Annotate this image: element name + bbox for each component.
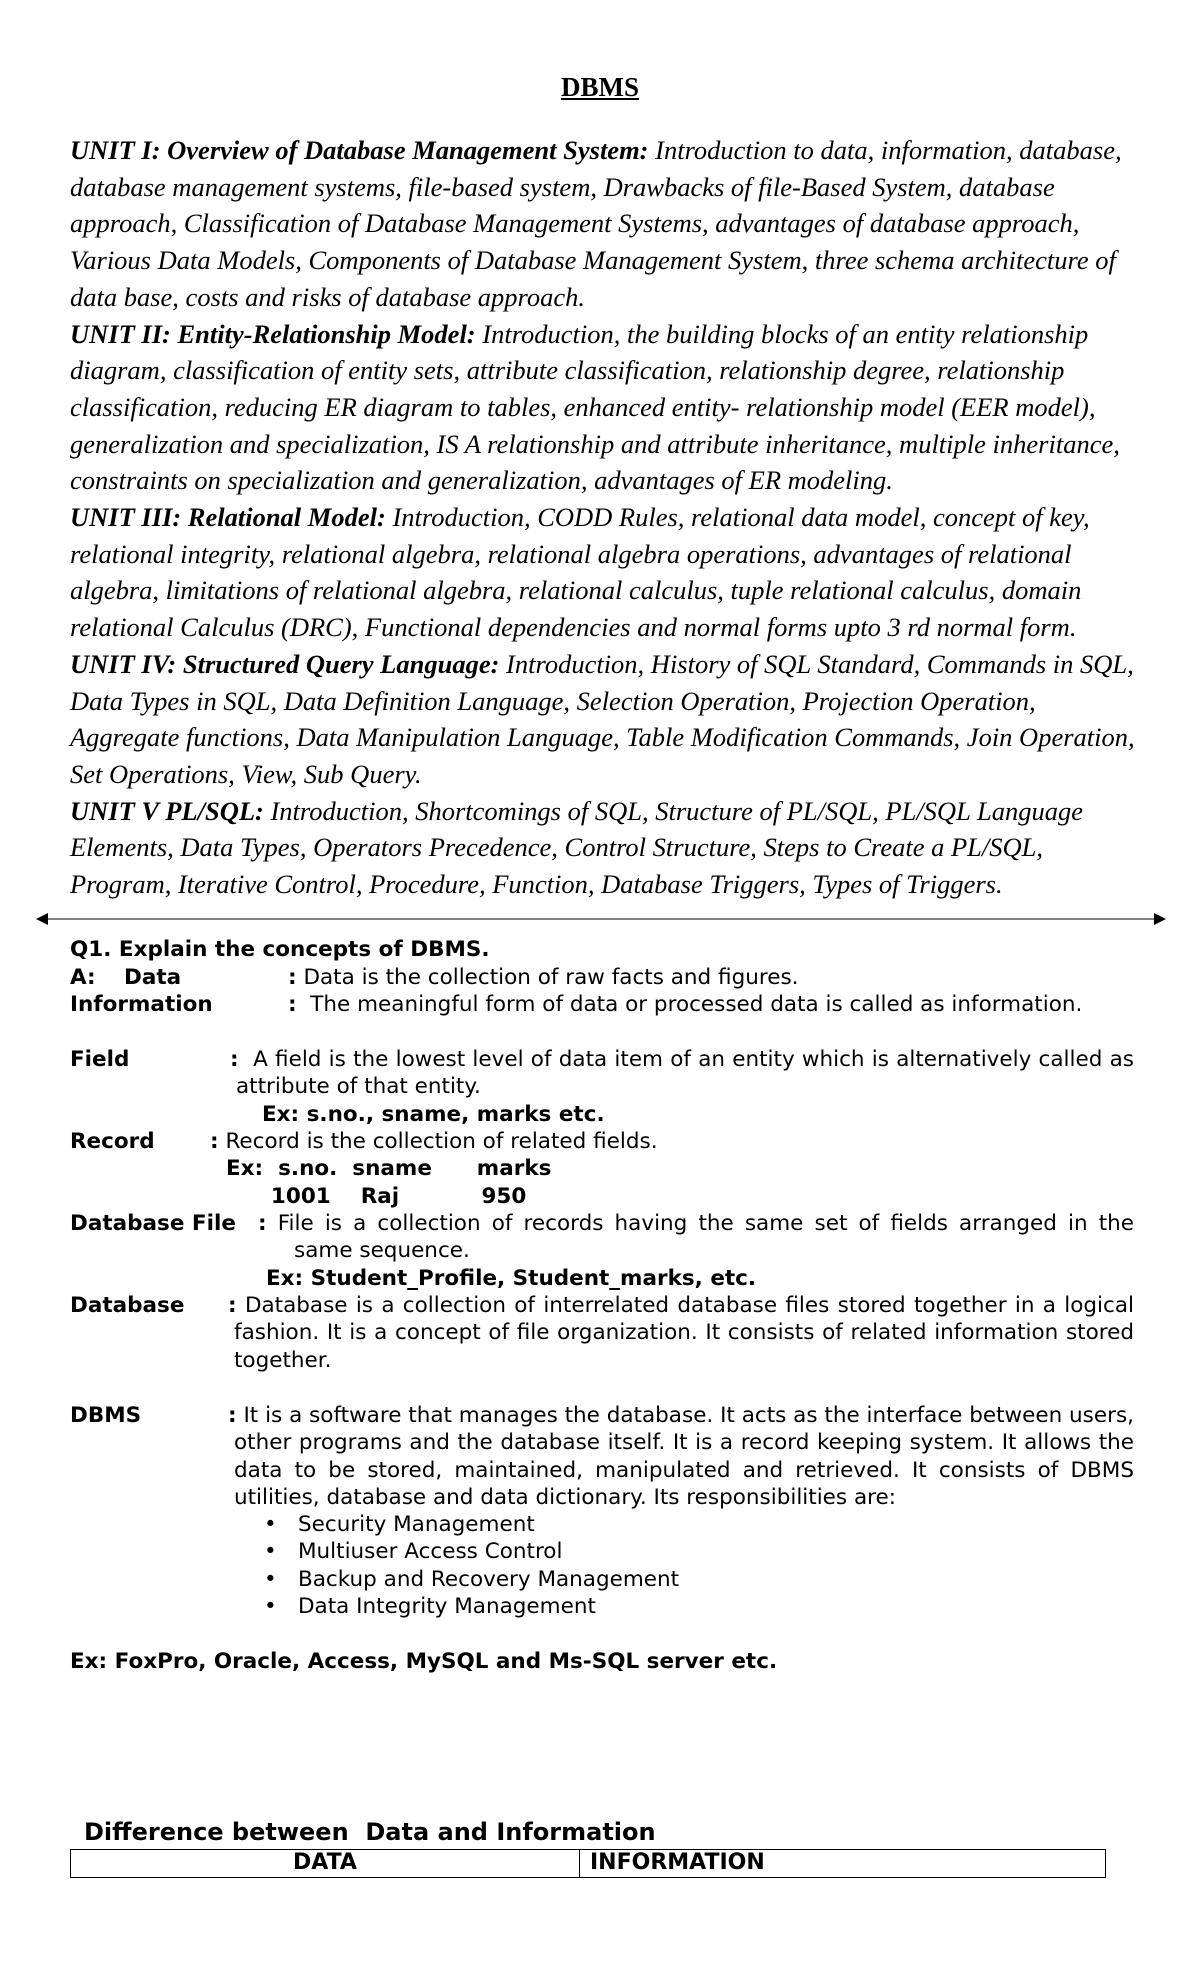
definition-database-file: : File is a collection of records having the same set of fields arranged in the same sequence. Ex: Student_Profile, Student_marks, etc. <box>258 1211 1134 1291</box>
term-information: Information <box>70 992 213 1017</box>
column-header-information: INFORMATION <box>580 1850 1106 1878</box>
table-header-row <box>71 1850 1106 1878</box>
page-title: DBMS <box>560 72 639 102</box>
definition-database: : Database is a collection of interrelated database files stored together in a logical fashion. It is a concept of file organization. It consists of related information stored together. <box>228 1293 1134 1373</box>
unit-heading: UNIT I: Overview of Database Management System: <box>70 135 649 165</box>
list-item: • Backup and Recovery Management <box>228 1566 1134 1593</box>
unit-text: Introduction, CODD Rules, relational data model, concept of key, relational integrity, relational algebra, relational algebra operations, advantages of relational algebra, limitations of relational algebra, relational calculus, tuple relational calculus, domain relational Calculus (DRC), Functional dependencies and normal forms upto 3 rd normal form. <box>70 502 1090 643</box>
syllabus-unit-2 <box>70 316 1150 500</box>
term-database: Database <box>70 1293 185 1318</box>
term-data: Data <box>124 965 182 990</box>
term-database-file: Database File <box>70 1211 236 1236</box>
answer-prefix: A: <box>70 965 96 990</box>
list-item: • Data Integrity Management <box>228 1593 1134 1620</box>
difference-table <box>70 1849 1106 1878</box>
unit-heading: UNIT III: Relational Model: <box>70 502 386 533</box>
record-example-row: 1001 Raj 950 <box>226 1183 527 1209</box>
list-item: • Multiuser Access Control <box>228 1538 1134 1565</box>
double-arrow-divider <box>36 912 1166 926</box>
column-header-data: DATA <box>71 1850 580 1878</box>
question-row <box>70 936 1134 963</box>
unit-text: Introduction to data, information, database, database management systems, file-based system, Drawbacks of file-Based System, database approach, Classification of Database Management Systems, advantages of database approach, Various Data Models, Components of Database Management System, three schema architecture of data base, costs and risks of database approach. <box>70 135 1122 312</box>
unit-text: Introduction, the building blocks of an entity relationship diagram, classification of entity sets, attribute classification, relationship degree, relationship classification, reducing ER diagram to tables, enhanced entity- relationship model (EER model), generalization and specialization, IS A relationship and attribute inheritance, multiple inheritance, constraints on specialization and generalization, advantages of ER modeling. <box>70 318 1120 496</box>
term-dbms: DBMS <box>70 1403 142 1428</box>
definition-dbms: : It is a software that manages the database. It acts as the interface between users, other programs and the database itself. It is a record keeping system. It allows the data to be stored, maintained, manipulated and retrieved. It consists of DBMS utilities, database and data dictionary. Its responsibilities are: • Security Management • Multiuser Access Control • Backup and Recovery Management • Data Integrity Management <box>212 1402 1134 1620</box>
term-record: Record <box>70 1129 155 1154</box>
unit-text: Introduction, History of SQL Standard, Commands in SQL, Data Types in SQL, Data Definition Language, Selection Operation, Projection Operation, Aggregate functions, Data Manipulation Language, Table Modification Commands, Join Operation, Set Operations, View, Sub Query. <box>70 648 1135 789</box>
syllabus-unit-1 <box>70 132 1150 316</box>
unit-text: Introduction, Shortcomings of SQL, Structure of PL/SQL, PL/SQL Language Elements, Data Types, Operators Precedence, Control Structure, Steps to Create a PL/SQL, Program, Iterative Control, Procedure, Function, Database Triggers, Types of Triggers. <box>70 795 1083 900</box>
dbms-example-text: Ex: FoxPro, Oracle, Access, MySQL and Ms-SQL server etc. <box>70 1649 778 1674</box>
syllabus-unit-3 <box>70 499 1150 646</box>
database-file-example: Ex: Student_Profile, Student_marks, etc. <box>266 1265 757 1291</box>
dbms-examples <box>70 1648 1134 1675</box>
list-item: • Security Management <box>228 1511 1134 1538</box>
definition-field: : A field is the lowest level of data item of an entity which is alternatively called as attribute of that entity. Ex: s.no., sname, marks etc. <box>230 1047 1134 1127</box>
definition-data: : Data is the collection of raw facts and figures. <box>288 965 799 990</box>
field-example: Ex: s.no., sname, marks etc. <box>262 1101 605 1127</box>
responsibilities-list <box>212 1511 1134 1620</box>
difference-title: Difference between Data and Information <box>84 1818 656 1846</box>
unit-heading: UNIT V PL/SQL: <box>70 795 264 826</box>
syllabus <box>70 132 1150 903</box>
unit-heading: UNIT II: Entity-Relationship Model: <box>70 318 476 349</box>
definition-record: : Record is the collection of related fields. Ex: s.no. sname marks 1001 Raj 950 <box>210 1128 1134 1210</box>
record-example-header: Ex: s.no. sname marks <box>226 1156 552 1182</box>
unit-heading: UNIT IV: Structured Query Language: <box>70 648 500 679</box>
syllabus-unit-4 <box>70 646 1150 793</box>
syllabus-unit-5 <box>70 793 1150 903</box>
term-field: Field <box>70 1047 130 1072</box>
definition-information: : The meaningful form of data or processed data is called as information. <box>288 992 1083 1017</box>
qa-information <box>70 991 1134 1018</box>
question-heading: Q1. Explain the concepts of DBMS. <box>70 937 490 962</box>
